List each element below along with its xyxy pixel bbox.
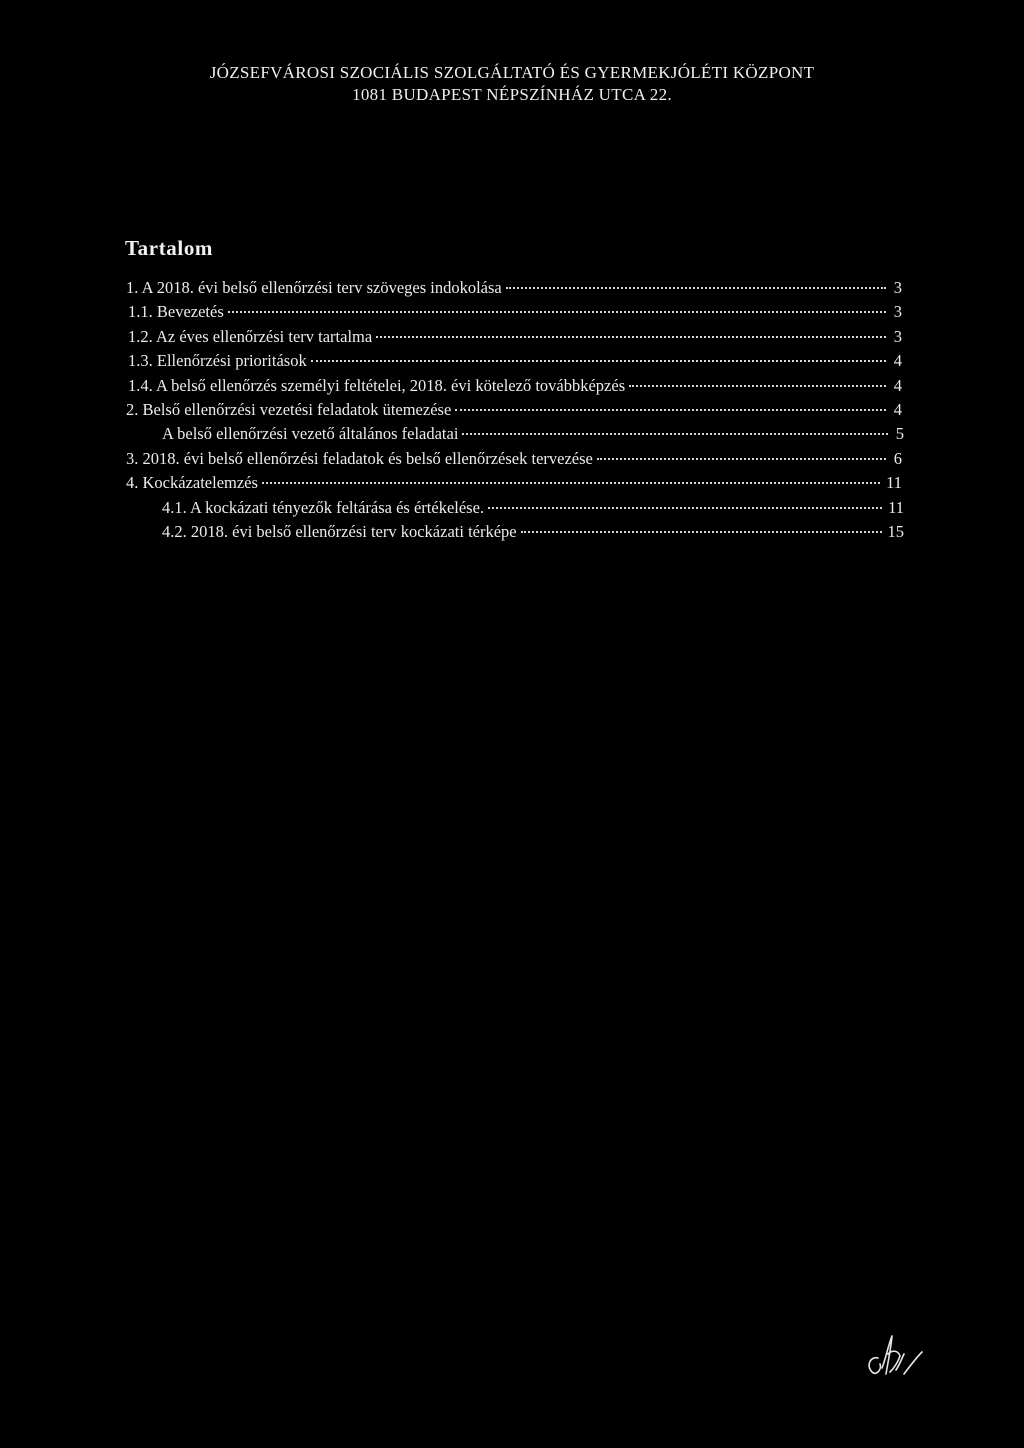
toc-entry-1-2[interactable] xyxy=(126,325,902,349)
toc-entry-page: 5 xyxy=(895,424,904,444)
toc-entry-1[interactable] xyxy=(126,276,902,300)
dot-leader xyxy=(506,287,886,289)
dot-leader xyxy=(597,458,886,460)
dot-leader xyxy=(462,433,888,435)
toc-entry-label: 2. Belső ellenőrzési vezetési feladatok ütemezése xyxy=(126,399,452,419)
toc-entry-label: 1.4. A belső ellenőrzés személyi feltételei, 2018. évi kötelező továbbképzés xyxy=(128,375,626,395)
toc-entry-2-sub[interactable] xyxy=(126,422,904,446)
letterhead-address: 1081 BUDAPEST NÉPSZÍNHÁZ UTCA 22. xyxy=(352,85,672,104)
toc-entry-1-1[interactable] xyxy=(126,300,902,324)
handwritten-signature-icon xyxy=(858,1328,928,1388)
letterhead xyxy=(0,62,1024,106)
toc-entry-page: 3 xyxy=(893,302,902,322)
toc-entry-label: 4.2. 2018. évi belső ellenőrzési terv kockázati térképe xyxy=(162,521,517,541)
toc-entry-4-1[interactable] xyxy=(126,496,904,520)
dot-leader xyxy=(521,531,882,533)
toc-entry-page: 3 xyxy=(893,278,902,297)
toc-entry-label: 4.1. A kockázati tényezők feltárása és értékelése. xyxy=(162,497,485,517)
toc-entry-3[interactable] xyxy=(126,447,902,471)
toc-entry-page: 4 xyxy=(893,351,902,371)
toc-entry-label: 1.1. Bevezetés xyxy=(128,302,224,322)
dot-leader xyxy=(629,385,886,387)
dot-leader xyxy=(228,311,886,313)
toc-entry-page: 15 xyxy=(887,521,904,541)
toc-entry-4-2[interactable] xyxy=(126,520,904,544)
toc-entry-label: 3. 2018. évi belső ellenőrzési feladatok és belső ellenőrzések tervezése xyxy=(126,448,593,468)
dot-leader xyxy=(262,482,880,484)
toc-entry-label: 1. A 2018. évi belső ellenőrzési terv szöveges indokolása xyxy=(126,278,502,297)
toc-entry-label: A belső ellenőrzési vezető általános feladatai xyxy=(162,424,459,444)
toc-entry-label: 1.2. Az éves ellenőrzési terv tartalma xyxy=(128,326,373,346)
dot-leader xyxy=(311,360,886,362)
letterhead-organization: JÓZSEFVÁROSI SZOCIÁLIS SZOLGÁLTATÓ ÉS GYERMEKJÓLÉTI KÖZPONT xyxy=(209,63,815,82)
toc-entry-page: 3 xyxy=(893,326,902,346)
toc-entry-page: 4 xyxy=(893,375,902,395)
table-of-contents xyxy=(126,276,906,544)
toc-entry-page: 6 xyxy=(893,448,902,468)
toc-entry-label: 4. Kockázatelemzés xyxy=(126,473,258,493)
signature-stroke xyxy=(869,1336,922,1374)
toc-entry-4[interactable] xyxy=(126,471,902,495)
toc-title: Tartalom xyxy=(125,236,214,260)
toc-entry-1-4[interactable] xyxy=(126,374,902,398)
dot-leader xyxy=(488,507,882,509)
dot-leader xyxy=(455,409,886,411)
toc-entry-2[interactable] xyxy=(126,398,902,422)
toc-entry-page: 11 xyxy=(888,497,904,517)
toc-entry-page: 11 xyxy=(886,473,902,493)
toc-entry-label: 1.3. Ellenőrzési prioritások xyxy=(128,351,307,371)
dot-leader xyxy=(376,336,886,338)
toc-entry-page: 4 xyxy=(893,399,902,419)
toc-entry-1-3[interactable] xyxy=(126,349,902,373)
